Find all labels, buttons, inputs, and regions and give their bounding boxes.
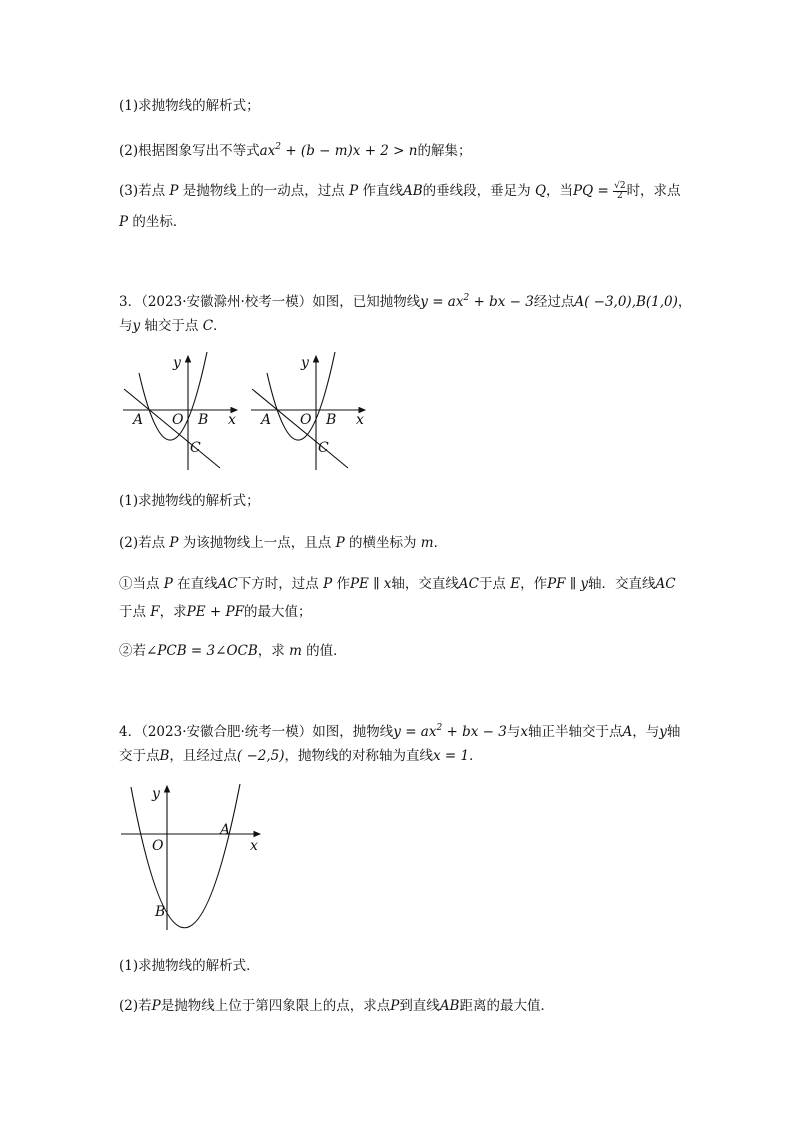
problem-3-subquestion-2: ②若∠PCB = 3∠OCB，求 m 的值． xyxy=(119,643,347,659)
label-x: x xyxy=(228,412,236,428)
label-o: O xyxy=(172,412,184,428)
problem-3-heading-cont: 与y 轴交于点 C． xyxy=(119,318,227,334)
label-c: C xyxy=(318,440,329,456)
label-y: y xyxy=(152,786,160,802)
problem-3-heading: 3．（2023·安徽滁州·校考一模）如图，已知抛物线$y = ax^2$ + bx − 3经过点A( −3,0),B(1,0)， xyxy=(119,293,692,310)
problem-3-question-1: (1)求抛物线的解析式； xyxy=(119,493,260,509)
prev-question-2: (2)根据图象写出不等式$ax^2 + (b - m)x + 2 > n$的解集； xyxy=(119,142,472,159)
problem-4-figure xyxy=(118,782,268,932)
inequality-expression: $ax^2 + (b - m)x + 2 > n$ xyxy=(259,142,418,159)
parabola xyxy=(131,784,240,928)
label-c: C xyxy=(190,440,201,456)
label-y: y xyxy=(301,355,309,371)
prev-question-3: (3)若点 P 是抛物线上的一动点，过点 P 作直线AB的垂线段，垂足为 Q，当PQ = $\frac{√2}{2}$ 时，求点 xyxy=(119,181,681,201)
label-a: A xyxy=(220,822,231,838)
problem-4-question-1: (1)求抛物线的解析式． xyxy=(119,958,260,974)
problem-4-heading: 4．（2023·安徽合肥·统考一模）如图，抛物线$y = ax^2$ + bx − 3与x轴正半轴交于点A，与y轴 xyxy=(119,723,681,740)
label-a: A xyxy=(133,412,144,428)
problem-3-subquestion-1-cont: 于点 F，求PE + PF的最大值； xyxy=(119,604,312,620)
problem-3-subquestion-1: ①当点 P 在直线AC下方时，过点 P 作PE ∥ x轴，交直线AC于点 E，作PF ∥ y轴．交直线AC xyxy=(119,576,676,592)
problem-4-heading-cont: 交于点B，且经过点( −2,5)，抛物线的对称轴为直线x = 1． xyxy=(119,748,483,764)
label-b: B xyxy=(326,412,337,428)
problem-3-figure-right xyxy=(246,352,376,472)
prev-question-1: (1)求抛物线的解析式； xyxy=(119,98,260,114)
label-x: x xyxy=(356,412,364,428)
problem-3-question-2: (2)若点 P 为该抛物线上一点，且点 P 的横坐标为 m． xyxy=(119,535,448,551)
label-x: x xyxy=(250,838,258,854)
label-b: B xyxy=(155,904,166,920)
problem-4-question-2: (2)若P是抛物线上位于第四象限上的点，求点P到直线AB距离的最大值． xyxy=(119,998,554,1014)
line-ac xyxy=(124,389,220,468)
label-o: O xyxy=(300,412,312,428)
problem-3-figure-left xyxy=(118,352,248,472)
prev-question-3-cont: P 的坐标． xyxy=(119,214,187,230)
line-ac xyxy=(252,389,348,468)
fraction-sqrt2-over-2: $\frac{√2}{2}$ xyxy=(614,181,626,201)
label-a: A xyxy=(261,412,272,428)
label-y: y xyxy=(173,355,181,371)
label-o: O xyxy=(152,838,164,854)
label-b: B xyxy=(198,412,209,428)
